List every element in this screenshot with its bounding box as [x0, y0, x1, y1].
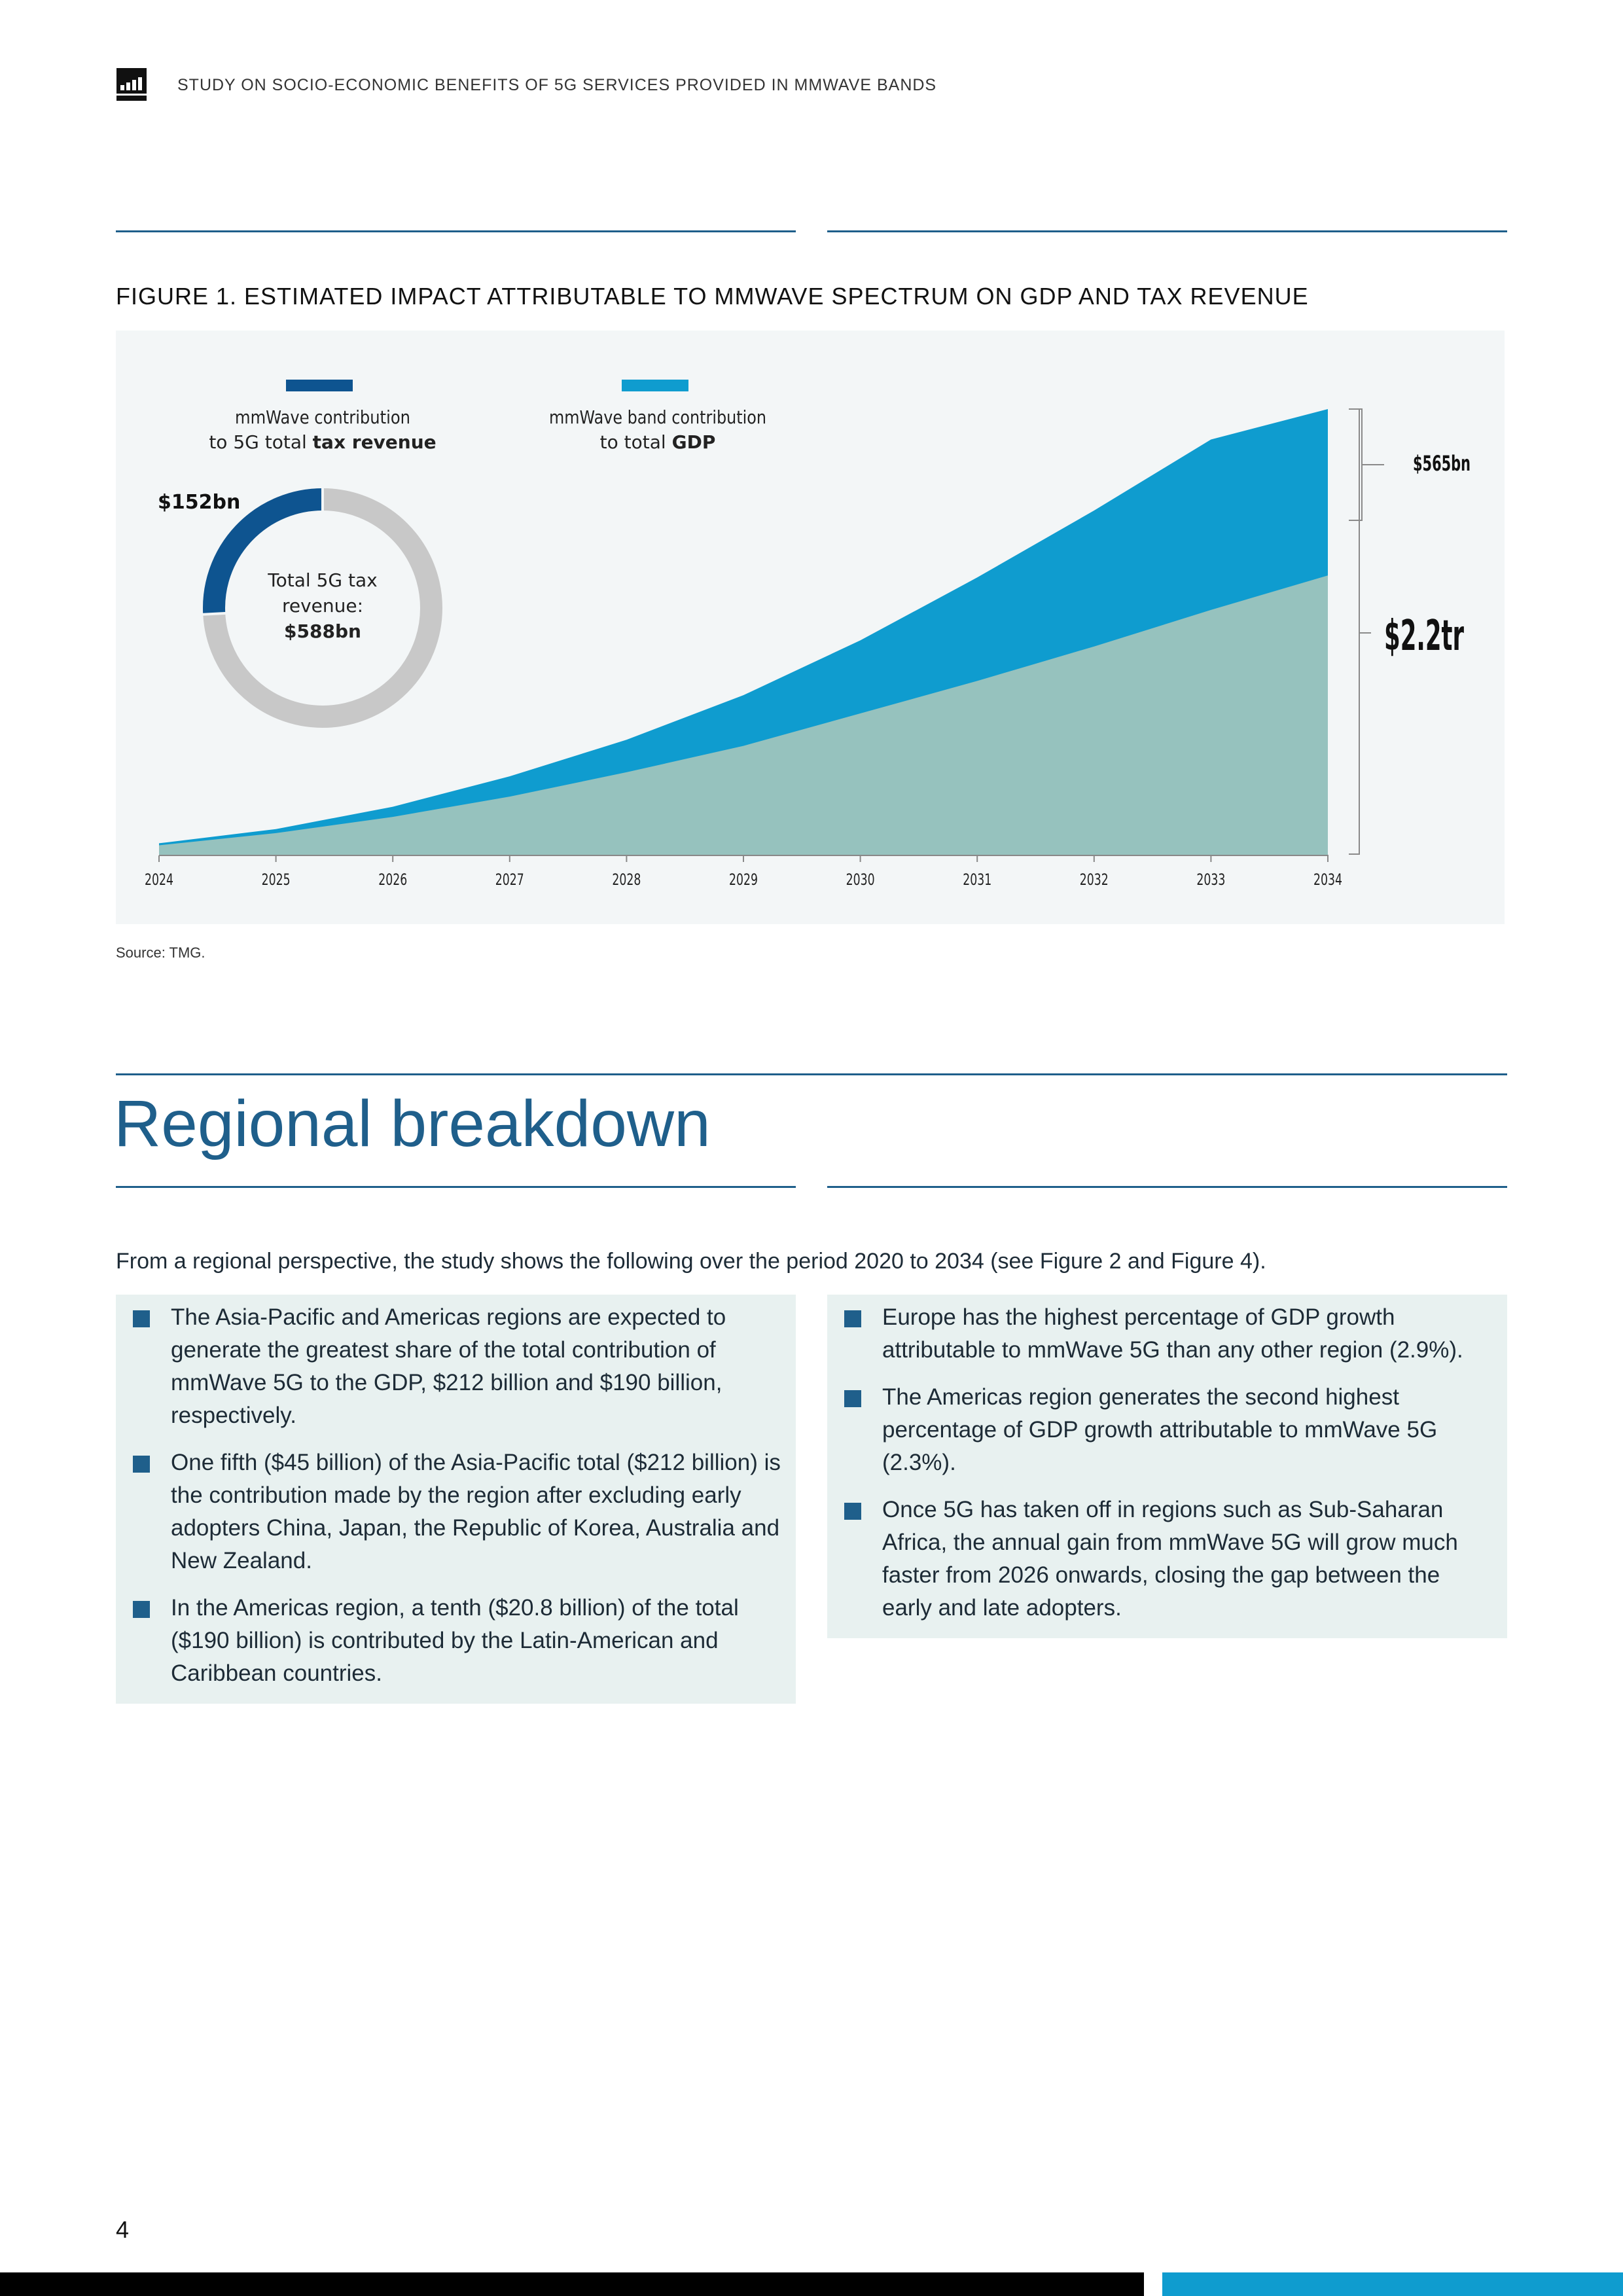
list-item — [827, 1301, 1494, 1367]
annotation-upper: $565bn — [1413, 451, 1471, 476]
x-tick-label: 2026 — [378, 870, 408, 889]
divider — [116, 230, 796, 232]
list-item — [116, 1446, 783, 1577]
footer-accent-bar — [1162, 2272, 1623, 2296]
donut-center-line1: Total 5G tax — [268, 569, 378, 591]
figure-title: FIGURE 1. ESTIMATED IMPACT ATTRIBUTABLE TO MMWAVE SPECTRUM ON GDP AND TAX REVENUE — [116, 283, 1309, 310]
bullet-text: The Americas region generates the second highest percentage of GDP growth attributable to mmWave 5G (2.3%). — [882, 1384, 1438, 1475]
x-axis-ticks — [145, 855, 1342, 889]
x-tick-label: 2033 — [1196, 870, 1226, 889]
legend-swatch-gdp — [622, 380, 688, 391]
report-logo — [116, 68, 147, 101]
bullet-list-right — [827, 1301, 1494, 1624]
section-intro: From a regional perspective, the study shows the following over the period 2020 to 2034 (see Figure 2 and Figure 4). — [116, 1249, 1266, 1274]
section-title: Regional breakdown — [114, 1087, 711, 1160]
bullet-text: In the Americas region, a tenth ($20.8 billion) of the total ($190 billion) is contributed by the Latin-American and Caribbean countries. — [171, 1595, 739, 1686]
donut-center-line2: revenue: — [281, 595, 364, 617]
list-item — [116, 1301, 783, 1432]
x-tick-label: 2030 — [846, 870, 875, 889]
bullet-text: Europe has the highest percentage of GDP growth attributable to mmWave 5G than any other region (2.9%). — [882, 1304, 1463, 1363]
bullet-text: One fifth ($45 billion) of the Asia-Pacific total ($212 billion) is the contribution made by the region after excluding early adopters China, Japan, the Republic of Korea, Australia and New Zealand. — [171, 1450, 781, 1573]
chart-svg — [116, 331, 1505, 924]
donut-slice-label: $152bn — [158, 491, 241, 514]
value-brackets — [1349, 409, 1384, 854]
x-tick-label: 2024 — [145, 870, 173, 889]
annotation-total: $2.2tr — [1384, 612, 1465, 660]
legend-tax-line2: to 5G total tax revenue — [209, 431, 437, 453]
x-tick-label: 2032 — [1079, 870, 1109, 889]
bullet-text: The Asia-Pacific and Americas regions are expected to generate the greatest share of the total contribution of mmWave 5G to the GDP, $212 billion and $190 billion, respectively. — [171, 1304, 726, 1428]
footer-bar — [0, 2272, 1144, 2296]
bullet-square-icon — [133, 1310, 150, 1327]
bullet-square-icon — [133, 1456, 150, 1473]
page-number: 4 — [116, 2216, 130, 2243]
x-tick-label: 2027 — [495, 870, 524, 889]
list-item — [827, 1494, 1494, 1624]
bullet-panel-right — [827, 1295, 1507, 1638]
bullet-square-icon — [844, 1390, 861, 1407]
x-tick-label: 2028 — [612, 870, 641, 889]
bullet-square-icon — [844, 1310, 861, 1327]
bracket-total — [1349, 409, 1371, 854]
list-item — [116, 1592, 783, 1690]
donut-separator — [202, 613, 226, 615]
list-item — [827, 1381, 1494, 1479]
divider — [116, 1186, 796, 1188]
figure-source: Source: TMG. — [116, 944, 205, 961]
legend-swatch-tax — [286, 380, 353, 391]
bullet-square-icon — [133, 1601, 150, 1618]
running-header: STUDY ON SOCIO-ECONOMIC BENEFITS OF 5G SERVICES PROVIDED IN MMWAVE BANDS — [177, 76, 937, 94]
donut-center-value: $588bn — [284, 620, 361, 642]
legend-gdp-line2: to total GDP — [599, 431, 716, 453]
legend-tax-line1: mmWave contribution — [235, 406, 410, 428]
x-tick-label: 2029 — [729, 870, 758, 889]
bullet-text: Once 5G has taken off in regions such as Sub-Saharan Africa, the annual gain from mmWave 5G will grow much faster from 2026 onwards, closing the gap between the early and late adopters. — [882, 1497, 1458, 1621]
divider — [827, 230, 1507, 232]
divider — [827, 1186, 1507, 1188]
legend-gdp-line1: mmWave band contribution — [549, 406, 766, 428]
bullet-square-icon — [844, 1503, 861, 1520]
x-tick-label: 2031 — [963, 870, 992, 889]
x-tick-label: 2025 — [261, 870, 291, 889]
bullet-panel-left — [116, 1295, 796, 1704]
figure-chart — [116, 331, 1505, 924]
x-tick-label: 2034 — [1313, 870, 1342, 889]
divider — [116, 1073, 1507, 1075]
bracket-upper — [1349, 409, 1384, 520]
bullet-list-left — [116, 1301, 783, 1690]
